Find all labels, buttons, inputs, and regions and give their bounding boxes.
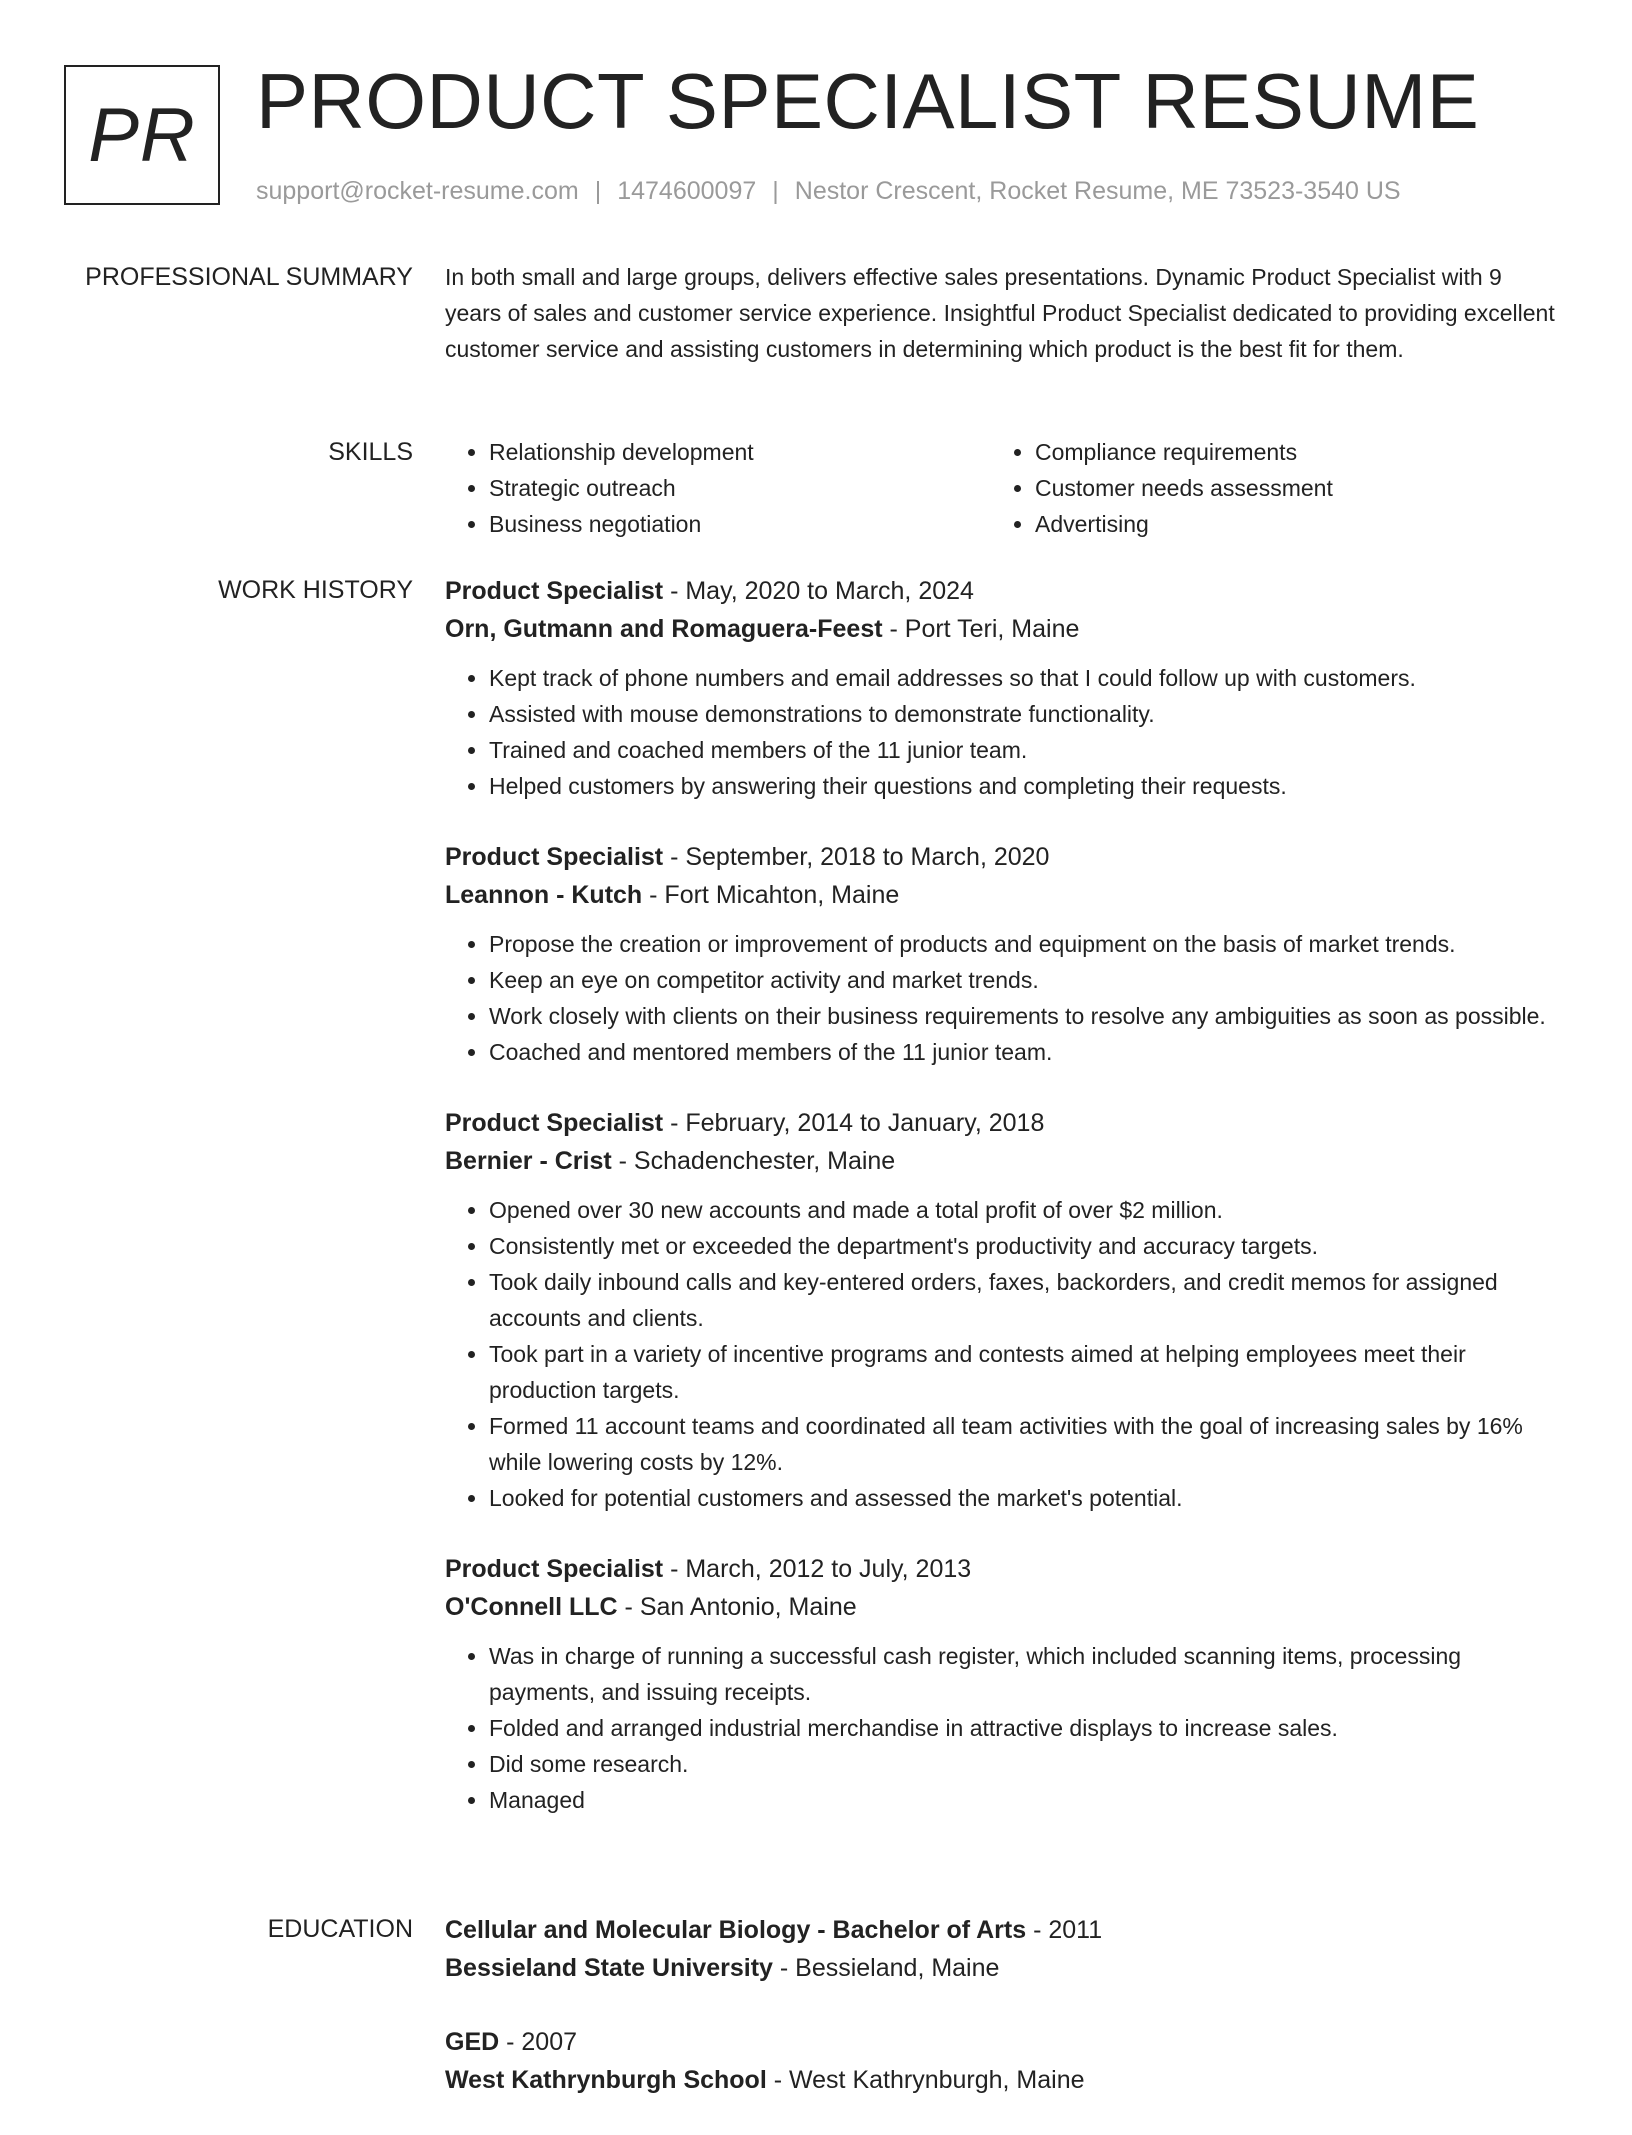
section-label-summary: PROFESSIONAL SUMMARY — [85, 263, 413, 291]
job-dates: - May, 2020 to March, 2024 — [663, 577, 974, 605]
work-body — [445, 572, 1557, 1852]
school-name: West Kathrynburgh School — [445, 2066, 767, 2094]
company-name: Bernier - Crist — [445, 1147, 612, 1175]
education-body — [445, 1911, 1557, 2135]
job-bullet: • Propose the creation or improvement of products and equipment on the basis of market trends. — [489, 926, 1557, 962]
skills-column-left — [445, 434, 991, 542]
education-entry — [445, 1911, 1557, 1987]
company-name: O'Connell LLC — [445, 1593, 618, 1621]
job-bullet: • Keep an eye on competitor activity and market trends. — [489, 962, 1557, 998]
company-name: Leannon - Kutch — [445, 881, 643, 909]
degree-year: - 2007 — [499, 2028, 578, 2056]
job-bullet: • Opened over 30 new accounts and made a total profit of over $2 million. — [489, 1192, 1557, 1228]
school-name: Bessieland State University — [445, 1954, 773, 1982]
job-title: Product Specialist — [445, 1555, 664, 1583]
school-line — [445, 2061, 1557, 2099]
job-bullet: • Looked for potential customers and assessed the market's potential. — [489, 1480, 1557, 1516]
section-label-work: WORK HISTORY — [218, 576, 413, 604]
job-bullet: • Took daily inbound calls and key-entered orders, faxes, backorders, and credit memos for assigned accounts and clients. — [489, 1264, 1557, 1336]
contact-line — [256, 175, 1401, 207]
skill-item: • Advertising — [1035, 506, 1537, 542]
job-bullet: • Took part in a variety of incentive programs and contests aimed at helping employees meet their production targets. — [489, 1336, 1557, 1408]
job-title-line — [445, 1550, 1557, 1588]
contact-email: support@rocket-resume.com — [256, 177, 579, 205]
school-location: - Bessieland, Maine — [772, 1954, 1000, 1982]
initials-monogram: PR — [64, 65, 220, 205]
resume-title: PRODUCT SPECIALIST RESUME — [256, 57, 1480, 145]
company-line — [445, 610, 1557, 648]
degree-name: GED — [445, 2028, 500, 2056]
school-line — [445, 1949, 1557, 1987]
company-location: - Port Teri, Maine — [882, 615, 1080, 643]
job-entry — [445, 838, 1557, 1070]
company-location: - Fort Micahton, Maine — [642, 881, 900, 909]
contact-separator: | — [594, 177, 602, 205]
company-line — [445, 1142, 1557, 1180]
job-bullet: • Consistently met or exceeded the department's productivity and accuracy targets. — [489, 1228, 1557, 1264]
section-label-education: EDUCATION — [267, 1915, 413, 1943]
job-title-line — [445, 1104, 1557, 1142]
job-title-line — [445, 572, 1557, 610]
skills-column-right — [991, 434, 1537, 542]
job-bullet: • Did some research. — [489, 1746, 1557, 1782]
company-line — [445, 876, 1557, 914]
company-location: - San Antonio, Maine — [617, 1593, 857, 1621]
skill-item: • Compliance requirements — [1035, 434, 1537, 470]
section-label-skills: SKILLS — [328, 438, 413, 466]
skill-item: • Relationship development — [489, 434, 991, 470]
job-bullet: • Folded and arranged industrial merchandise in attractive displays to increase sales. — [489, 1710, 1557, 1746]
skill-item: • Business negotiation — [489, 506, 991, 542]
job-title: Product Specialist — [445, 843, 664, 871]
job-bullet: • Work closely with clients on their business requirements to resolve any ambiguities as soon as possible. — [489, 998, 1557, 1034]
degree-line — [445, 2023, 1557, 2061]
job-title-line — [445, 838, 1557, 876]
job-entry — [445, 1550, 1557, 1818]
job-title: Product Specialist — [445, 1109, 664, 1137]
school-location: - West Kathrynburgh, Maine — [766, 2066, 1085, 2094]
degree-name: Cellular and Molecular Biology - Bachelor of Arts — [445, 1916, 1027, 1944]
job-title: Product Specialist — [445, 577, 664, 605]
skill-item: • Customer needs assessment — [1035, 470, 1537, 506]
job-dates: - September, 2018 to March, 2020 — [663, 843, 1050, 871]
contact-phone: 1474600097 — [617, 177, 757, 205]
company-name: Orn, Gutmann and Romaguera-Feest — [445, 615, 883, 643]
job-bullet: • Formed 11 account teams and coordinated all team activities with the goal of increasing sales by 16% while lowering costs by 12%. — [489, 1408, 1557, 1480]
contact-address: Nestor Crescent, Rocket Resume, ME 73523-3540 US — [794, 177, 1401, 205]
job-bullet: • Managed — [489, 1782, 1557, 1818]
job-dates: - February, 2014 to January, 2018 — [663, 1109, 1045, 1137]
skill-item: • Strategic outreach — [489, 470, 991, 506]
job-bullet: • Assisted with mouse demonstrations to demonstrate functionality. — [489, 696, 1557, 732]
summary-body — [445, 259, 1557, 367]
job-bullet: • Kept track of phone numbers and email addresses so that I could follow up with customers. — [489, 660, 1557, 696]
job-bullet: • Trained and coached members of the 11 junior team. — [489, 732, 1557, 768]
job-entry — [445, 572, 1557, 804]
job-bullet: • Was in charge of running a successful cash register, which included scanning items, processing payments, and issuing receipts. — [489, 1638, 1557, 1710]
job-bullet: • Coached and mentored members of the 11 junior team. — [489, 1034, 1557, 1070]
job-bullet: • Helped customers by answering their questions and completing their requests. — [489, 768, 1557, 804]
job-dates: - March, 2012 to July, 2013 — [663, 1555, 972, 1583]
education-entry — [445, 2023, 1557, 2099]
degree-year: - 2011 — [1026, 1916, 1103, 1944]
summary-text: In both small and large groups, delivers effective sales presentations. Dynamic Product Specialist with 9 years of sales and customer service experience. Insightful Product Specialist dedicated to providing excellent customer service and assisting customers in determining which product is the best fit for them. — [445, 264, 1555, 362]
job-entry — [445, 1104, 1557, 1516]
contact-separator: | — [772, 177, 779, 205]
company-location: - Schadenchester, Maine — [611, 1147, 896, 1175]
skills-body — [445, 434, 1557, 542]
company-line — [445, 1588, 1557, 1626]
degree-line — [445, 1911, 1557, 1949]
